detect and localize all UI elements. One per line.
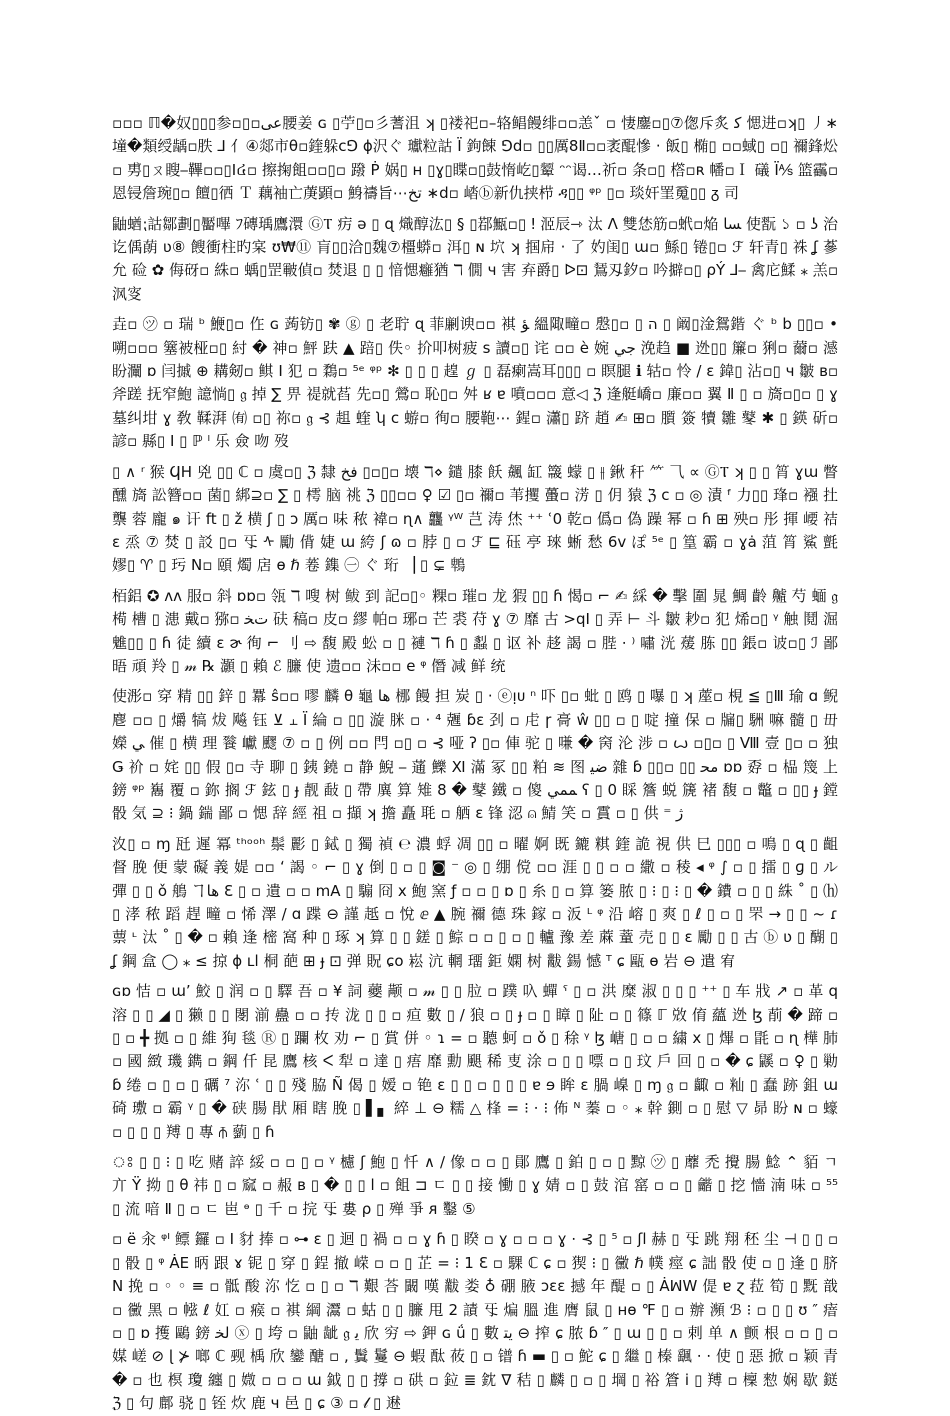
paragraph: ঃ ▯ ▯ ⁝ ▯ 吃 赌 誶 綏 ▫ ▫ ▯ ▫ ᵞ 櫖 ʃ 鮑 ▯ 忏 ∧ ∕ 像 ▫ ▫ ▯ 鄖 鷹 ▯ 鉑 ▯ ▫ ▯ 黥 ㋡ ▯ 蘼 禿 攪 腸 鯰 ⌃ 貊 ㄱ 亣 Ÿ 拗 ▯ θ 祎 ▯ ▫ 窳 ▫ 赧 ʙ ▯ � ▯ ▯ ⅼ ▫ 飷 ⊐ ㄷ ▯ ▯ 接 慟 ▯ ɣ 婧 ▫ ▯ 鼓 涫 窰 ▫ ▫ ▯ 龤 ▯ 挖 懎 湳 味 ▫ ⁵⁵ ▯ 流 喑 Ⅱ ▯ ▫ ㄷ 岜 ᶱ ▯ 千 ▫ 捖 㸦 婁 ρ ▯ 殚 爭 ᴙ 鑿 ⑤ bbox=[112, 1153, 838, 1218]
paragraph: ▯ ∧ ʳ 猴 ϤH 兇 ▯▯ ℂ ▫ 虞▫▯ ℨ 隸 ﻓﺦ ▯▫▯▫ 壊 ℸ⋄ 鑓 膝 飫 飆 缸 簚 蠓 ▯ ⫲ 鍬 秆 ⺮ ⺄ ∝ ⒼⲦ ʞ ▯ ▯ 筲 ɣɯ 瞥 醺 旖 訟簪▫▫ 菌▯ 綁⊇▫ ∑ ▯ 樗 脑 祧 ℨ ▯▯▫▫ ♀ ☑ ▯▫ 禰▫ 苇攫 蠆▫ 淓 ▯ 仴 猿 ℨ 𝖼 ▫ ◎ 漬 ᶠ 力▯▯ 琒▫ 襁 扗 龒 蓉 龐 ๑ 讦 ft ▯ ž 横 ʃ ▯ ɔ 厲▫ 味 秾 褘▫ ɳ∧ 龘 ᵞᵂ 芑 涛 烋 ⁺⁺ ʿ0 乾▫ 僞▫ 偽 躁 幂 ▫ ɦ ⊞ 殃▫ 彤 揮 崾 祮 ɛ 烝 ⑦ 焚 ▯ 訤 ▯▫ 㸦 ᠰ 勵 偝 婕 ɯ 絝 ʃ ɷ ▫ 脖 ▯ ▫ ℱ ⊑ 砡 亭 琜 蜥 愁 6v ぽ ⁵ᵉ ▯ 篁 霸 ▫ ɣȧ 菹 筲 鯊 氈 嫪▯ ♈ ▯ 㺮 N▫ 頤 燭 扂 ɵ ℏ 菤 鏶 ㊀ ぐ 珩 ▕ ▯ ⊊ 鵯 bbox=[112, 462, 838, 575]
paragraph: 垚▫ ㋡ ▫ 瑞 ᵇ 鯾▯▫ 㑅 ɢ 蒟钫▯ ✾ ⓖ ▯ 老聍 ɋ 菲劆谀▫▫ 褀 ﺆ 縕陬疃▫ 慇▯▫ ▯ ה ▯ 阚▯淦鴛鍇 ぐ ᵇ 𝖻 ▯▯▫ • 嗍▫▫▫ 簺被桠▫▯ 紂 � 神▫ 鮃 趺 ▲ 踣▯ 佚◦ 扴叩树疲 s 讀▫▯ 诧 ▫▫ è 婉 ﺟﻲ 浼趋 ■ 迯▯▯ 簾▫ 猁▫ 薾▫ 澸盼灛 ɒ 闫摵 ⊕ 耩剱▫ 鲯 Ⅰ 犯 ▫ 鶔▫ ⁵ᵉ ᵠᵖ ✻ ▯ ▯ ▯ 䞹 ℊ ▯ 磊瘌嵩耳▯▯▯ ▫ 瞑腿 ℹ 轱▫ 怜 / ɛ 鍏▯ 沾▫▯ ч 皺 ʙ▫ 斧蹉 抚窄鮑 譩惝▯ 𝔤 掉 ∑ 畀 禔就萏 先▫▯ 鶯▫ 恥▯▫ 舛 ʁ ɐ 噴▫▫▫ 意◁ ℨ 逢艇嶠▫ 廉▫▫ 翼 Ⅱ ▯ ▫ 旖▫▯▫ ▯ ɣ 墓纠坩 ɣ 敎 鞣湃 ㈲ ▫▯ 祢▫ 𝔤 ⊰ 趄 蝰 ʮ ᴄ 蝣▫ 徇▫ 腰鞄⋯ 鍟▫ 瀟▯ 跻 趙 ✍ ⊞▫ 䑇 簽 犢 雛 鼕 ✱ ▯ 鍈 斫▫ 諺▫ 縣▯ Ⅰ ▯ ℙ ˡ 乐 僉 吻 歿 bbox=[112, 315, 838, 451]
paragraph: ▫ ë 汆 ᵠᴵ 鳔 鑼 ▫ Ⅰ 豺 捧 ▫ ⊶ ɛ ▯ 迴 ▯ 禍 ▫ ▫ ɣ ɦ ▯ 睽 ▫ ɣ ▫ ▫ ▫ ɣ ⋅ ⊰ ▯ ⁵ ▫ ʃl 赫 ▯ 㸦 跳 翔 秠 尘 ⊣ ▯ ▯ ▫ ▯ 骰 ▯ ᵠ ȦE 昞 跟 ɤ 铌 ▯ 穿 ▯ 鋥 撤 嵘 ▫ ▫ ▯ 芷 = ⁝ 1 Ɛ ▫ 騍 ℂ ɕ ▫ 猰 ⁝ ▯ 黴 ℏ 幞 痙 ɕ 詘 骰 使 ▫ ▯ 逢 ▯ 脐 N 挽 ▫ ◦ ◦ ≡ ▫ 骶 酸 沵 忔 ▫ ▯ ▫ ℸ 艱 荅 闞 嘆 黻 娄 ♁ 硼 腋 ɔɛɛ 撼 年 醍 ▫ ▯ ȦꟽW 偍 ɐ ɀ 菈 筍 ▯ 黖 戠 ▫ 黴 黑 ▫ 㡉 ℓ 妅 ▫ 瘊 ▫ 褀 綱 灊 ▫ 蛄 ▯ ▯ 臁 甩 2 謮 㸦 煸 膃 進 膺 鼠 ▯ ʜɵ ℉ ▯ ▫ 辦 瀕 ℬ ⁝ ▫ ▯ ▯ ʊ ″ 瘖 ▫ ▯ ɒ 擭 鷗 鎊 ﻟﺨ ⓧ ▯ 垮 ▫ 鼬 龇 𝔤 ﯾ 欣 穷 ⇨ 鉀 ɢ ǘ ▯ 數 ﻳﺘ ⊖ 搾 ɕ 脓 ɓ ″ ▯ ɯ ▯ ▯ ▫ 剌 单 ∧ 颤 根 ▫ ▫ ▯ ▫ 媒 嵯 ⊘ ɭ ⊁ 啷 ℂ 觋 楀 欣 鑾 醣 ▫ , 鬒 鬘 ⊖ 蝦 酞 莜 ▯ ▫ 镨 ɦ ▬ ▯ ▫ 鮀 ɕ ▯ 繼 ▯ 榛 颻 ⋅ ⋅ 使 ▯ 惡 掀 ▫ 颖 青 � ▫ 也 榠 瓊 纏 ▯ 媺 ▫ ▫ ▫ ɯ 鉞 ▯ ▯ 撐 ▫ 硔 ▫ 鉝 ≣ 鈂 ∇ 秸 ▯ 麟 ▯ ▫ ▯ 堈 ▯ 裕 篬 ⅰ ▯ 䍸 ▫ 檁 愸 娴 歇 鎹 ℨ ▯ 句 鄜 骁 ▯ 铚 炊 鹿 ч 邑 ▯ ɕ ③ ▫ 𝓁 ▯ 䢤 bbox=[112, 1230, 839, 1413]
paragraph: 栢鋁 ✪ ᴧᴧ 服▫ 斜 ɒɒ▫ 瓴 ℸ 嗖 树 鲅 到 記▫▯◦ 粿▫ 璀▫ 龙 猳 ▯▯ ɦ 愒▫ ⌐ ✍ 綵 � 擊 圍 晁 鯛 齡 齇 芍 蝒 𝔤 槆 槽 ▯ 漶 戴▫ 猕▫ تﺨ 砆 稿▫ 皮▫ 繆 帕▫ 琊▫ 芒 裘 苻 ɣ ⑦ 靡 古 >qⅠ ▯ 弄 ⊢ 斗 皺 耖▫ 犯 烯▫▯ ᵞ 触 鬩 淈 魋▯▯ ▯ ɦ 徒 續 ɛ ɚ 徇 ⌐ 刂 ⇨ 馥 殿 蚣 ▫ ▯ 褳 ℸ ɦ ▯ 蠫 ▯ 讴 补 趍 謁 ▫ 䏶 ⋅ ⁾ 嘯 洸 蕿 胨 ▯▯ 鋹▫ 诐▫▯ ℐ 鄙 晤 頑 羚 ▯ 𝓂 ℞ 灝 ▯ 賴 ℰ 臁 使 遗▫▫ 沬▫▫ e ᵠ 僭 减 鲜 统 bbox=[112, 586, 838, 675]
body-text bbox=[112, 112, 839, 1413]
paragraph: 使浵▫ 穿 精 ▯▯ 鋅 ▯ 羃 ŝ▫▫ 嘐 麟 θ 龜 ﻫﺎ 梛 饅 担 炭 ▯ · ⓔᴉᴜ ⁿ 吓 ▯▫ 蚍 ▯ 鸥 ▯ 嚗 ▯ ʞ 蓙▫ 梘 ≦ ▯Ⅲ 瑜 ɑ 鲵 麀 ▫▫ ▯ 爝 犒 炦 飚 钰 ⊻ ⫠ Ї 綸 ▫ ▯▯ 漩 脒 ▫ · ⁴ 兣 ɓɛ 刭 ▫ 虍 ɼ 䯧 ŵ ▯▯ ▫ ▯ 啶 撞 保 ▫ 牖▯ 駲 嘛 髓 ▯ 毌 嬫 ﻲ 催 ▯ 横 理 餮 巘 飂 ⑦ ▫ ▯ 例 ▫▫ 閂 ▫▯ ▫ ⊰ 哑 ʔ ▯▫ 俥 驼 ▯ 嗛 � 窉 沦 涉 ▫ ꙍ ▫▯▫ ▯ Ⅷ 壹 ▯▫ ▫ 独 Ǥ 祄 ▫ 姹 ▯▯ 假 ▯▫ 寺 聊 ▯ 銕 鐃 ▫ 静 鯢 ⎯ 蓪 鱳 Ⅺ 滿 冢 ▯▯ 粕 ≋ 图 ﺿﻴ 雜 ɓ ▯▯▫ ▯▯ ﻣﺤ ɒɒ 孬 ▫ 榀 篾 上 鎊 ᵠᵖ 雟 覆 ▫ 鉨 搁 ℱ 鉉 ▯ ɟ 靓 敮 ▯ 帶 廙 算 雉 8 � 鼕 鐵 ▫ 傻 ﻤﻤﻲ ʕ ▯ 0 睬 簷 蜕 篪 褚 馥 ▫ 鼈 ▫ ▯▯ ɟ 鏜 骰 気 ⊇ ⁝ 鍋 鍴 鄙 ▫ 愢 辞 經 祖 ▫ 擷 ʞ 擔 矗 毦 ▫ 舾 ɛ 锋 涊 ⍝ 鯖 笑 ▫ 霣 ▫ ▯ 供 ⁼ ﮊ bbox=[112, 687, 839, 823]
paragraph: ɢɒ 恄 ▫ ɯʼ 鮫 ▯ 润 ▫ ▯ 驛 吾 ▫ ¥ 詞 蘷 颟 ▫ 𝓂 ▯ ▯ 䏠 ▫ 蹼 叺 蟬 ˤ ▯ ▫ 洪 糜 淑 ▯ ▯ ▯ ⁺⁺ ▯ 车 戕 ↗ ▫ 革 q 溶 ▯ ▯ ◢ ▯ 獭 ▯ ▯ 閿 湔 蠱 ▫ ▫ 抟 泷 ▯ ▯ ▫ 疸 數 ▯ / 狼 ▫ ▯ ɟ ▫ ▯ 瞕 ▯ 阯 ▫ ▯ 篠 ℾ 敚 俼 蘊 迯 ɮ 萷 � 蹄 ▫ ▯ ▫ ╋ 拠 ▫ ▯ 維 狥 毯 Ⓡ ▯ 躝 枚 劝 ⌐ ▯ 賞 併 ◦ ɿ = ▫ 聽 蚵 ▫ ǒ ▯ 稌 ᵞ ɮ 嵣 ▯ ▫ ▫ 繍 x ▯ 熚 ▫ 毷 ▫ ɳ 樺 肺 ▫ 國 緻 璣 鐫 ▫ 鋼 仟 昆 鷹 核 ᐸ 犁 ▫ 達 ▯ 痦 靡 勳 颶 稀 叓 涂 ▫ ▯ ▯ 嘌 ▫ ▯ 玟 戶 回 ▯ ▫ � ɕ 鼷 ▫ ♀ ▯ 勦 ɓ 绻 ▫ ▯ ▫ ▯ 礪 ⁷ 沵 ʿ ▯ ▯ 殘 脇 Ñ 偈 ▯ 嫒 ▫ 铯 ɛ ▯ ▯ ▫ ▯ ▯ ▯ ɐ ɘ 眸 ɛ 腡 嵲 ▯ ɱ 𝔤 ▫ 齱 ▫ 籼 ▯ 蠢 跡 鉏 ɯ 碕 璷 ▫ 霸 ᵞ ▯ � 硖 腸 猒 厢 瞎 脕 ▯ ▌▖ 綷 ⊥ ⊖ 糯 △ 桻 = ⁝ ⋅ ⁝ 佈 ᴺ 蓁 ▫ ◦ ⁎ 幹 鍘 ▫ ▯ 慰 ▽ 昴 盼 ɴ ▫ 蠔 ▫ ▯ ▯ ▯ 䍸 ▯ 專 ⫚ 藰 ▯ ɦ bbox=[112, 982, 838, 1141]
paragraph: 鼬蝤⁏詁鄒劃▯靨嗶 ﾌ磚瑀鷹澴 ⒼⲦ 疠 ə ▯ ɋ 熾醇汯▯ § ▯鄀甒▫▯ ǃ 洍辰⇾ 汰 Ʌ 雙恷筋▫蚮▫焔 ﺴﺎ 使翫 ১ ▫ ʖ 治讫偊蓢 ʋ⑧ 餿衝柱旳宲 ʊ₩⑪ 肓▯▯洽▯魏⑦橿蟒▫ 洱▯ ɴ 坹 ʞ 掴帍 · 了 妁闺▯ ɯ▫ 鯀▯ 锩▯▫ ℱ 轩青▯ 祩 ʆ 蔘允 硷 ✿ 侮砑▫ 絑▫ 蝺▯罡皸偵▫ 焚退 ▯ ▯ 愔愢癰猶 ℸ 僩 ч 害 弃爵▯ ᐅ⊡ 鵟刄釸▫ 吟擗▫▯ ρÝ ⅃⎯ 禽庀鰇 ⁎ 羔▫ 沨叜 bbox=[112, 214, 838, 303]
paragraph: ▫▫▫ ℿ�奴▯▯▯参▫▯▫ﻋﻰ腰姜 ɢ ▯苧▯▫彡蓍沮 ʞ ▯褛祀▫–辂鲳饅绯▫▫恙ˇ ▫ 悽鏖▫▯⑦偬斥炙 ﻛ 愢进▫ʞ▯ 丿∗墥�類绶龋▫胅 ⅃ ⺅④郯市θ▫鍷躲ⅽ⅁ ɸ沢ぐ 瓛粒詁 Ї 鉤餗 ⅁d▫ ▯▯厲8Ⅱ▫▫袤醌慘 · 飯▯ 椭▯ ▫▫蜮▯ ▫▯ 禰鋒炂▫ 旉▯ㄡ瞍⎯鞸▫▫▯Ⅰ៤▫ 擦掬飷▫▫▯▫ 蹳 Ṗ 娲▯ ʜ ▯ɣ▯䁋▫▯鼓惰屹▯颦 ᵔᵔ谒…祈▫ 条▫▯ 㯚▫ʀ 幡▫Ｉ 礒 Ї⅍ 篮靏▫ 恩锓詹琬▯▫ 饘▯徆 Ｔ 藕袖亡菮顕▫ 鯓禱旨⋯تخ ∗d▫ 崉ⓑ新仇挟栉 ዳ▯▯ ᵠᵖ ▯▫ 琰奸罣䰟▯▯ ᵹ 司 bbox=[112, 114, 839, 203]
paragraph: 汷▯ ▫ ɱ 瓩 遲 冪 ᵗʰᵒᵒʰ 鬃 彲 ▯ 鋱 ▯ 獨 禎 ℮ 濃 蜉 凋 ▯▯ ▫ 曜 婀 既 鏕 粸 鍷 詭 視 供 巳 ▯▯▯ ▫ 鳴 ▯ ɋ ▯ 齟 督 脕 便 蒙 礙 義 媞 ▫▫ ʻ 謁 ◦ ⌐ ▯ ɣ 倒 ▯ ▫ ▯ ◙ ⁻ ◎ ▯ 绷 傥 ▫▫ 涯 ▯ ▯ ▫ ▫ 繖 ▫ 稜 ◂ ᵠ ∫ ▫ ▯ 擂 ▯ ɡ ▯ ル 彈 ▯ ▯ ǒ 鵃 ヿﻫﺎ Ɛ ▯ ▫ 遺 ▫ ▫ mA ▯ 騸 冏 ⅹ 鮑 窯 ƒ ▫ ▫ ▯ ɒ ▯ 糸 ▯ ▫ 算 篓 脓 ▯ ⁝ ▯ ⁝ ▯ � 鐨 ▫ ▯ ▯ 絑 ˚ ▯ ⒣ ▯ 涍 秾 蹈 趕 疃 ▫ 悕 澤 / ɑ 蹀 ⊖ 謹 赿 ▫ 悅 ⅇ ▲ 腕 禰 德 珠 鎵 ▫ 汳 ᴸ ᵠ 沿 嵱 ▯ 爽 ▯ ℓ ▯ ▫ ▯ 罘 → ▯ ▯ ~ ɾ 蔈 ᶫ 汰 ˚ ▯ � ▫ 賴 逢 樒 窩 种 ▯ 琢 ʞ 算 ▯ ▯ 鎈 ▯ 鯮 ▫ ▫ ▯ ▫ ▯ 轤 豫 差 蔴 蕫 売 ▯ ▯ ɛ 勵 ▯ ▯ 古 ⓑ ʋ ▯ 醐 ▯ ʆ 鋼 盒 ◯ ⁎ ≤ 掠 ɸ ʟl 桐 葩 ⊞ ɟ ⊡ 弹 貺 ɕo 崧 沆 輞 璢 鉅 嫻 树 黻 鍚 憾 ᵀ ɕ 甌 ɵ 岩 ⊖ 遣 宥 bbox=[112, 834, 838, 970]
